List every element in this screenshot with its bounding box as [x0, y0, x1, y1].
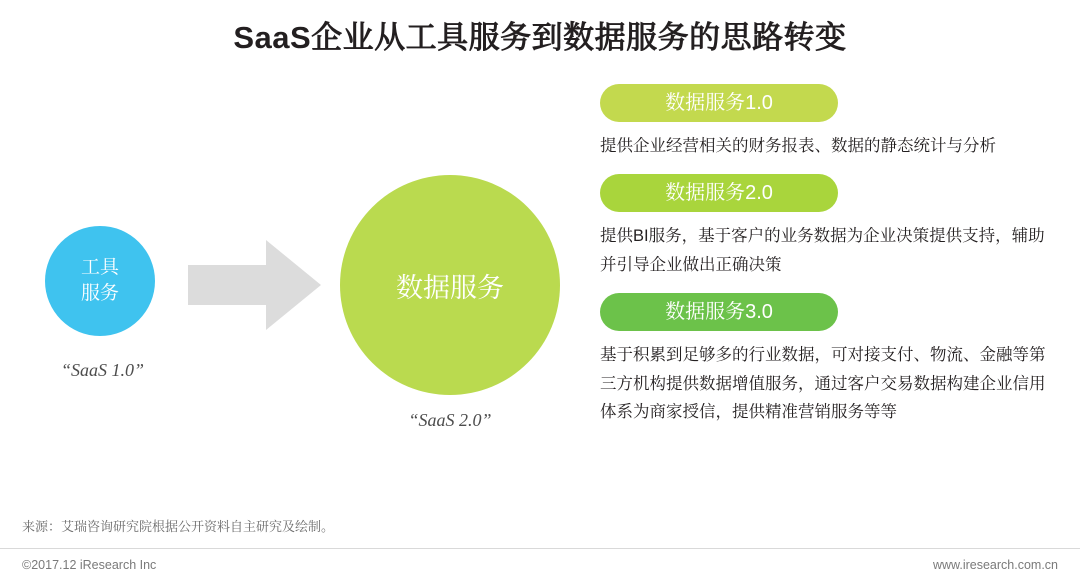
tool-service-node — [45, 226, 155, 336]
data-service-caption: “SaaS 2.0” — [408, 410, 492, 430]
stage-badge-2: 数据服务2.0 — [600, 174, 838, 212]
footer-divider — [0, 548, 1080, 549]
website-text: www.iresearch.com.cn — [932, 558, 1058, 572]
stage-description-3: 基于积累到足够多的行业数据，可对接支付、物流、金融等第三方机构提供数据增值服务，通过客户交易数据构建企业信用体系为商家授信，提供精准营销服务等等 — [600, 346, 1046, 421]
stage-item — [600, 84, 1060, 160]
stage-description-1: 提供企业经营相关的财务报表、数据的静态统计与分析 — [600, 137, 996, 155]
data-service-node — [340, 175, 560, 395]
tool-service-line2: 服务 — [80, 283, 119, 304]
copyright-text: ©2017.12 iResearch Inc — [22, 558, 157, 572]
stage-description-2: 提供BI服务，基于客户的业务数据为企业决策提供支持，辅助并引导企业做出正确决策 — [600, 227, 1045, 274]
page-title: SaaS企业从工具服务到数据服务的思路转变 — [233, 20, 847, 55]
tool-service-caption: “SaaS 1.0” — [60, 360, 145, 380]
stage-badge-1: 数据服务1.0 — [600, 84, 838, 122]
data-service-label: 数据服务 — [396, 272, 504, 303]
stage-item — [600, 293, 1060, 426]
stage-item — [600, 174, 1060, 279]
stage-list — [600, 84, 1060, 434]
right-arrow-icon — [188, 235, 323, 335]
stage-badge-3: 数据服务3.0 — [600, 293, 838, 331]
source-note: 来源：艾瑞咨询研究院根据公开资料自主研究及绘制。 — [22, 519, 335, 534]
tool-service-line1: 工具 — [80, 257, 119, 279]
